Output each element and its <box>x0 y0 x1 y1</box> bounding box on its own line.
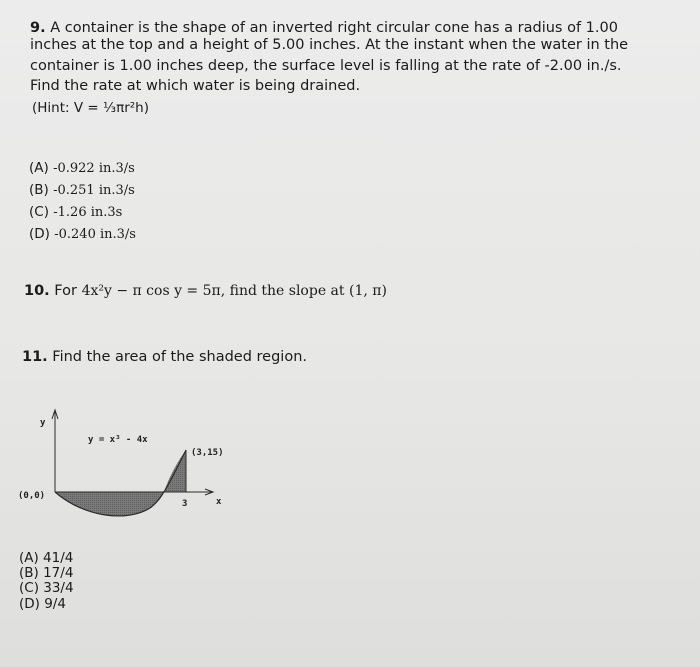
q10-prefix: For <box>54 283 77 299</box>
origin-label: (0,0) <box>18 491 46 501</box>
q10-number: 10. <box>24 283 50 299</box>
q11-text: Find the area of the shaded region. <box>52 349 307 365</box>
q9-text-line2: inches at the top and a height of 5.00 inches. At the instant when the water in the <box>30 37 629 53</box>
q9-text-line3: container is 1.00 inches deep, the surface level is falling at the rate of -2.00 in./s. <box>30 58 622 74</box>
q9-number: 9. <box>30 20 46 36</box>
q9-choice-c[interactable]: (C) -1.26 in.3s <box>29 204 123 220</box>
q11-choice-c[interactable]: (C) 33/4 <box>19 580 74 596</box>
function-label: y = x³ - 4x <box>88 435 148 445</box>
q9-text-line4: Find the rate at which water is being drained. <box>30 78 361 94</box>
q11-choice-d[interactable]: (D) 9/4 <box>19 596 66 612</box>
q9-hint: (Hint: V = ⅓πr²h) <box>32 100 149 116</box>
y-axis-label: y <box>40 418 46 428</box>
q11-number: 11. <box>22 349 48 365</box>
q9-choice-b[interactable]: (B) -0.251 in.3/s <box>29 182 135 198</box>
q11-choice-b[interactable]: (B) 17/4 <box>19 565 74 581</box>
point-label: (3,15) <box>191 448 224 458</box>
q11-choice-a[interactable]: (A) 41/4 <box>19 550 74 566</box>
tick-3-label: 3 <box>182 499 188 509</box>
q9-text-line1: A container is the shape of an inverted right circular cone has a radius of 1.00 <box>50 20 618 36</box>
x-axis-label: x <box>216 497 222 507</box>
q9-choice-a[interactable]: (A) -0.922 in.3/s <box>29 160 135 176</box>
q10-equation: 4x²y − π cos y = 5π, find the slope at (1, π) <box>81 283 387 299</box>
q9-choice-d[interactable]: (D) -0.240 in.3/s <box>29 226 136 242</box>
